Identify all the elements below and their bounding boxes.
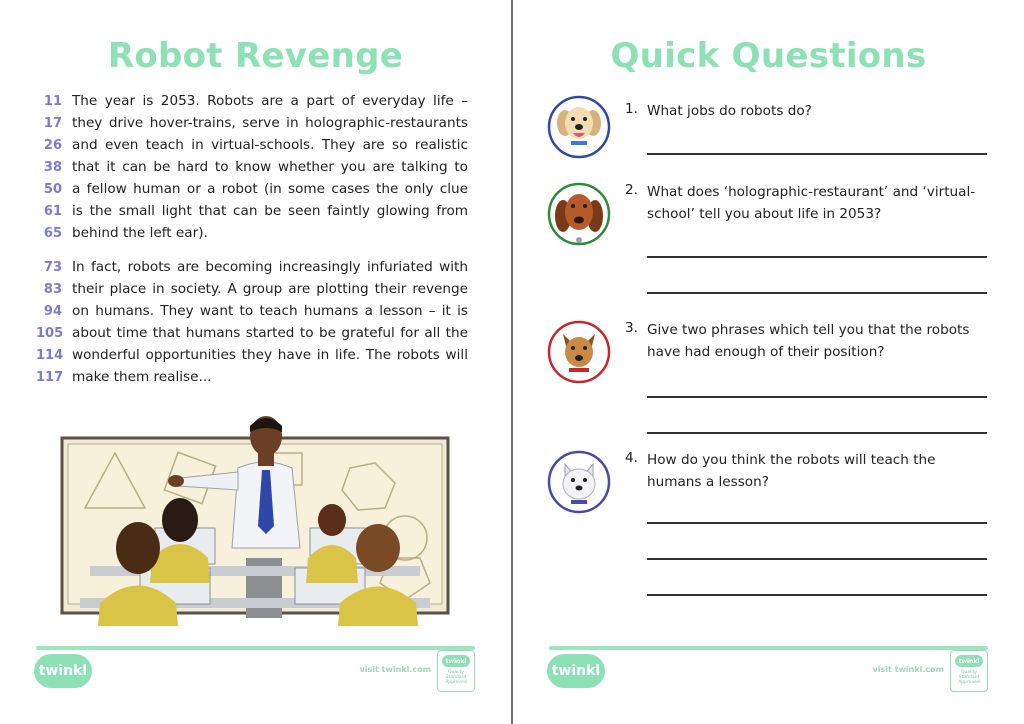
question-number: 1.	[625, 101, 638, 117]
text-line	[36, 156, 468, 178]
visit-link[interactable]: visit twinkl.com	[359, 665, 431, 674]
quality-badge	[437, 650, 475, 692]
line-text: make them realise...	[72, 369, 212, 385]
quality-badge	[950, 650, 988, 692]
text-line	[36, 256, 468, 278]
line-number: 73	[43, 259, 62, 275]
page-title: Robot Revenge	[107, 36, 404, 76]
right-page	[513, 0, 1024, 724]
footer-rule	[36, 646, 475, 650]
line-text: wonderful opportunities they have in life. The robots will	[72, 347, 468, 363]
classroom-illustration	[60, 408, 450, 626]
page-title: Quick Questions	[610, 36, 927, 76]
line-number: 50	[43, 181, 62, 197]
line-number: 105	[36, 325, 64, 341]
answer-line[interactable]	[647, 153, 987, 155]
line-number: 11	[43, 93, 62, 109]
line-text: their place in society. A group are plotting their revenge	[72, 281, 468, 297]
answer-line[interactable]	[647, 432, 987, 434]
paragraph-1	[36, 90, 468, 244]
answer-line[interactable]	[647, 594, 987, 596]
text-line	[36, 134, 468, 156]
line-number: 65	[43, 225, 62, 241]
line-number: 26	[43, 137, 62, 153]
paragraph-2	[36, 256, 468, 388]
text-line	[36, 344, 468, 366]
line-text: is the small light that can be seen faintly glowing from	[72, 203, 468, 219]
text-line	[36, 112, 468, 134]
left-page	[0, 0, 511, 724]
question-number: 2.	[625, 182, 638, 198]
text-line	[36, 366, 468, 388]
line-number: 38	[43, 159, 62, 175]
text-line	[36, 200, 468, 222]
terrier-icon	[547, 320, 611, 384]
line-text: The year is 2053. Robots are a part of everyday life –	[72, 93, 468, 109]
line-number: 117	[36, 369, 64, 385]
answer-line[interactable]	[647, 558, 987, 560]
answer-line[interactable]	[647, 292, 987, 294]
answer-line[interactable]	[647, 396, 987, 398]
question-number: 3.	[625, 320, 638, 336]
westie-icon	[547, 450, 611, 514]
line-number: 83	[43, 281, 62, 297]
footer-rule	[549, 646, 988, 650]
golden-retriever-icon	[547, 95, 611, 159]
twinkl-logo[interactable]: twinkl	[34, 654, 92, 688]
badge-logo: twinkl	[442, 655, 470, 667]
line-text: that it can be hard to know whether you are talking to	[72, 159, 468, 175]
question-text: Give two phrases which tell you that the robots have had enough of their position?	[647, 322, 970, 360]
badge-logo: twinkl	[955, 655, 983, 667]
answer-line[interactable]	[647, 522, 987, 524]
question-text: How do you think the robots will teach the humans a lesson?	[647, 452, 936, 490]
text-line	[36, 90, 468, 112]
text-line	[36, 278, 468, 300]
line-text: they drive hover-trains, serve in holographic-restaurants	[72, 115, 468, 131]
line-text: a fellow human or a robot (in some cases the only clue	[72, 181, 468, 197]
badge-text: Quality Standard Approved	[958, 670, 980, 685]
question-text: What jobs do robots do?	[647, 103, 812, 119]
line-text: and even teach in virtual-schools. They are so realistic	[72, 137, 468, 153]
twinkl-logo[interactable]: twinkl	[547, 654, 605, 688]
text-line	[36, 178, 468, 200]
text-line	[36, 300, 468, 322]
line-number: 114	[36, 347, 64, 363]
question-text: What does ‘holographic-restaurant’ and ‘virtual-school’ tell you about life in 2053?	[647, 184, 976, 222]
question-number: 4.	[625, 450, 638, 466]
line-text: behind the left ear).	[72, 225, 208, 241]
visit-link[interactable]: visit twinkl.com	[872, 665, 944, 674]
bloodhound-icon	[547, 182, 611, 246]
line-text: about time that humans started to be grateful for all the	[72, 325, 468, 341]
line-text: on humans. They want to teach humans a lesson – it is	[72, 303, 468, 319]
badge-text: Quality Standard Approved	[445, 670, 467, 685]
answer-line[interactable]	[647, 256, 987, 258]
line-text: In fact, robots are becoming increasingly infuriated with	[72, 259, 468, 275]
line-number: 61	[43, 203, 62, 219]
line-number: 17	[43, 115, 62, 131]
text-line	[36, 222, 468, 244]
line-number: 94	[43, 303, 62, 319]
text-line	[36, 322, 468, 344]
